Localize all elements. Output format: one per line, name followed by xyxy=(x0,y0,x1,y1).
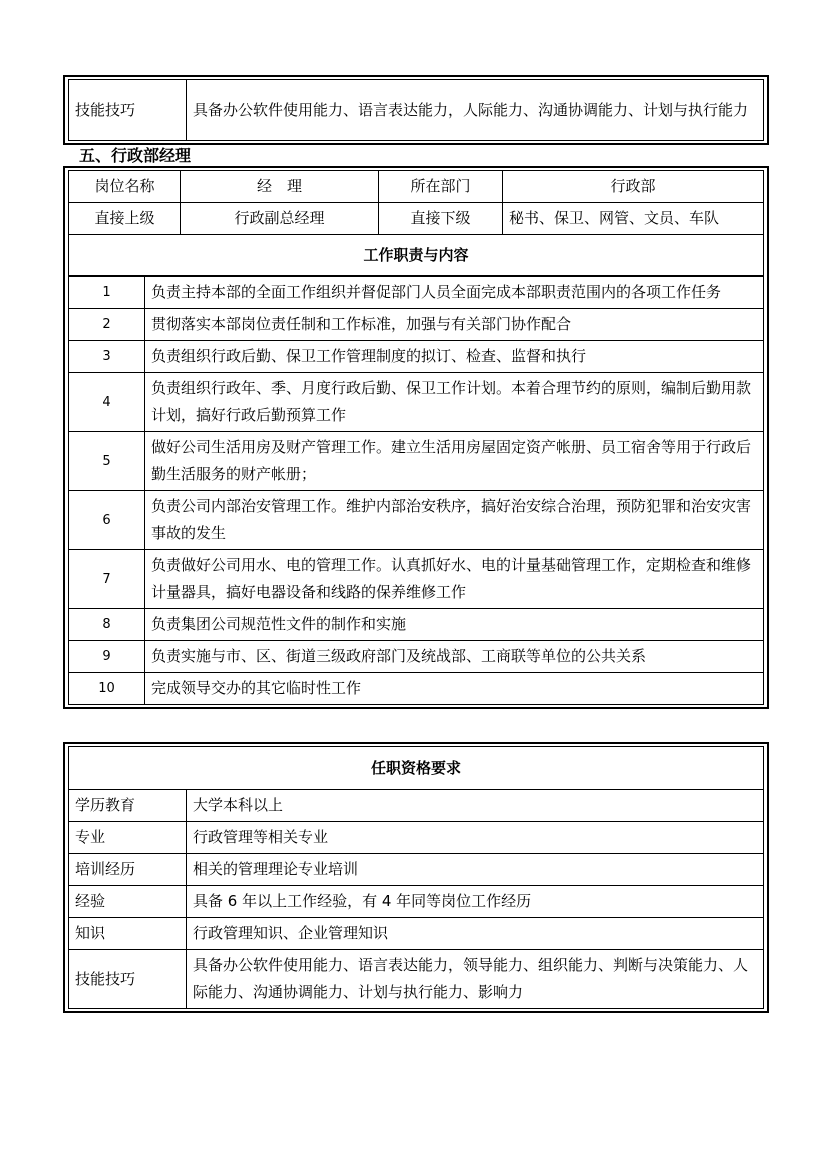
qualification-label: 专业 xyxy=(69,822,187,854)
duty-number: 2 xyxy=(69,309,145,341)
superior-value: 行政副总经理 xyxy=(181,203,379,235)
qualification-value: 相关的管理理论专业培训 xyxy=(187,854,764,886)
qualification-value: 具备办公软件使用能力、语言表达能力，领导能力、组织能力、判断与决策能力、人际能力、沟通协调能力、计划与执行能力、影响力 xyxy=(187,950,764,1009)
superior-label: 直接上级 xyxy=(69,203,181,235)
duty-text: 负责公司内部治安管理工作。维护内部治安秩序，搞好治安综合治理，预防犯罪和治安灾害事故的发生 xyxy=(145,491,764,550)
section-title: 五、行政部经理 xyxy=(79,146,192,165)
duty-text: 负责做好公司用水、电的管理工作。认真抓好水、电的计量基础管理工作，定期检查和维修计量器具，搞好电器设备和线路的保养维修工作 xyxy=(145,550,764,609)
qualification-label: 知识 xyxy=(69,918,187,950)
duty-row xyxy=(69,277,764,309)
duties-table xyxy=(68,276,764,705)
table-row xyxy=(69,235,764,276)
duties-header: 工作职责与内容 xyxy=(69,235,764,276)
qualification-row xyxy=(69,790,764,822)
qualification-value: 行政管理知识、企业管理知识 xyxy=(187,918,764,950)
duty-number: 9 xyxy=(69,641,145,673)
qualification-row xyxy=(69,886,764,918)
duty-number: 10 xyxy=(69,673,145,705)
duty-row xyxy=(69,641,764,673)
duty-text: 负责组织行政后勤、保卫工作管理制度的拟订、检查、监督和执行 xyxy=(145,341,764,373)
duty-row xyxy=(69,432,764,491)
duty-row xyxy=(69,309,764,341)
department-label: 所在部门 xyxy=(379,171,503,203)
duty-number: 6 xyxy=(69,491,145,550)
position-table xyxy=(63,166,769,709)
position-name-value: 经 理 xyxy=(181,171,379,203)
duty-text: 负责组织行政年、季、月度行政后勤、保卫工作计划。本着合理节约的原则，编制后勤用款计划，搞好行政后勤预算工作 xyxy=(145,373,764,432)
duty-number: 5 xyxy=(69,432,145,491)
duty-row xyxy=(69,609,764,641)
duty-number: 1 xyxy=(69,277,145,309)
qualification-row xyxy=(69,950,764,1009)
qualification-label: 技能技巧 xyxy=(69,950,187,1009)
duty-number: 3 xyxy=(69,341,145,373)
duty-row xyxy=(69,550,764,609)
duty-text: 负责主持本部的全面工作组织并督促部门人员全面完成本部职责范围内的各项工作任务 xyxy=(145,277,764,309)
duty-text: 做好公司生活用房及财产管理工作。建立生活用房屋固定资产帐册、员工宿舍等用于行政后勤生活服务的财产帐册； xyxy=(145,432,764,491)
top-skills-table xyxy=(63,75,769,145)
qualifications-header: 任职资格要求 xyxy=(69,747,764,790)
table-row xyxy=(69,80,764,141)
qualification-label: 培训经历 xyxy=(69,854,187,886)
qualification-row xyxy=(69,822,764,854)
qualification-row xyxy=(69,854,764,886)
duty-row xyxy=(69,373,764,432)
qualifications-table xyxy=(63,742,769,1013)
duty-row xyxy=(69,491,764,550)
subordinate-label: 直接下级 xyxy=(379,203,503,235)
qualification-label: 经验 xyxy=(69,886,187,918)
qualification-value: 具备 6 年以上工作经验，有 4 年同等岗位工作经历 xyxy=(187,886,764,918)
table-row xyxy=(69,747,764,790)
duty-text: 负责集团公司规范性文件的制作和实施 xyxy=(145,609,764,641)
duty-number: 4 xyxy=(69,373,145,432)
duty-row xyxy=(69,341,764,373)
duty-number: 7 xyxy=(69,550,145,609)
skills-label: 技能技巧 xyxy=(69,80,187,141)
skills-value: 具备办公软件使用能力、语言表达能力，人际能力、沟通协调能力、计划与执行能力 xyxy=(187,80,764,141)
duty-text: 负责实施与市、区、街道三级政府部门及统战部、工商联等单位的公共关系 xyxy=(145,641,764,673)
duty-number: 8 xyxy=(69,609,145,641)
position-name-label: 岗位名称 xyxy=(69,171,181,203)
duty-row xyxy=(69,673,764,705)
table-row xyxy=(69,203,764,235)
duty-text: 贯彻落实本部岗位责任制和工作标准，加强与有关部门协作配合 xyxy=(145,309,764,341)
qualification-label: 学历教育 xyxy=(69,790,187,822)
subordinate-value: 秘书、保卫、网管、文员、车队 xyxy=(503,203,764,235)
qualification-row xyxy=(69,918,764,950)
table-row xyxy=(69,171,764,203)
qualification-value: 大学本科以上 xyxy=(187,790,764,822)
duty-text: 完成领导交办的其它临时性工作 xyxy=(145,673,764,705)
qualification-value: 行政管理等相关专业 xyxy=(187,822,764,854)
department-value: 行政部 xyxy=(503,171,764,203)
